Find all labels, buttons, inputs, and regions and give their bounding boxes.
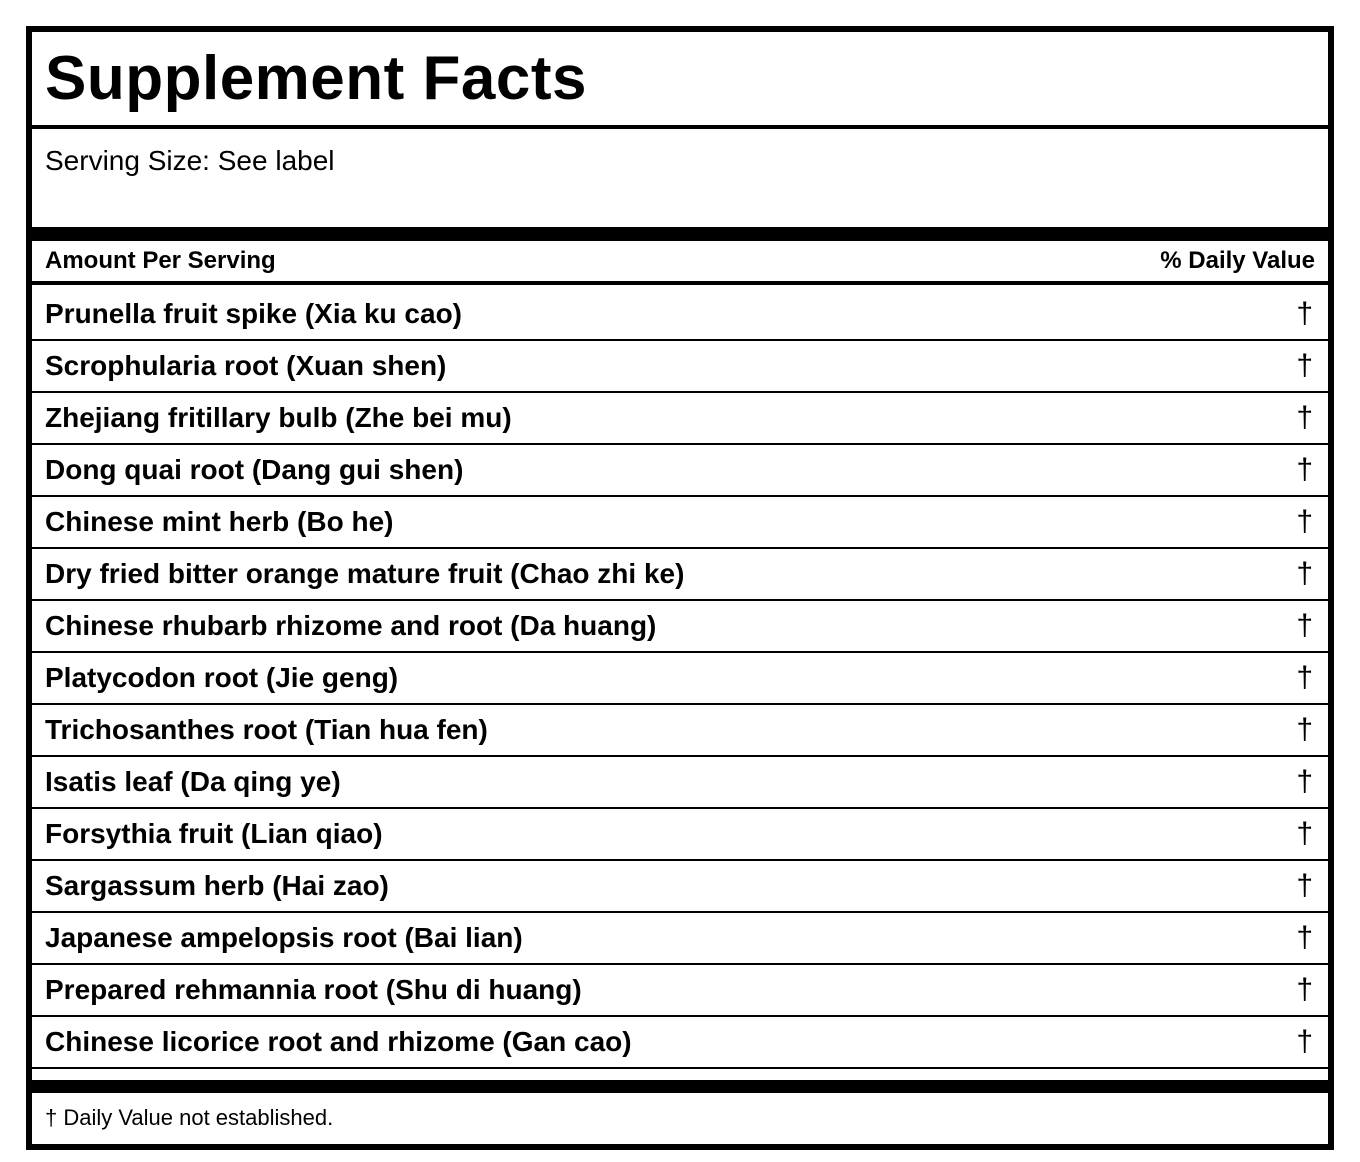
supplement-facts-panel (26, 26, 1334, 1150)
ingredient-name: Trichosanthes root (Tian hua fen) (45, 714, 488, 745)
table-row (32, 289, 1328, 341)
daily-value-dagger: † (1296, 817, 1313, 850)
serving-size-section (32, 129, 1328, 241)
ingredient-name: Forsythia fruit (Lian qiao) (45, 818, 383, 849)
page-title: Supplement Facts (45, 44, 587, 113)
daily-value-dagger: † (1296, 557, 1313, 590)
table-row (32, 497, 1328, 549)
table-row (32, 1017, 1328, 1069)
ingredient-name: Zhejiang fritillary bulb (Zhe bei mu) (45, 402, 512, 433)
daily-value-dagger: † (1296, 609, 1313, 642)
daily-value-dagger: † (1296, 713, 1313, 746)
ingredient-name: Scrophularia root (Xuan shen) (45, 350, 447, 381)
table-row (32, 809, 1328, 861)
ingredient-name: Dong quai root (Dang gui shen) (45, 454, 464, 485)
ingredient-list (32, 289, 1328, 1069)
ingredient-name: Prunella fruit spike (Xia ku cao) (45, 298, 463, 329)
ingredient-name: Dry fried bitter orange mature fruit (Chao zhi ke) (45, 558, 685, 589)
footnote: † Daily Value not established. (45, 1105, 334, 1130)
daily-value-dagger: † (1296, 765, 1313, 798)
daily-value-dagger: † (1296, 1025, 1313, 1058)
daily-value-dagger: † (1296, 401, 1313, 434)
table-row (32, 757, 1328, 809)
daily-value-dagger: † (1296, 349, 1313, 382)
ingredient-name: Chinese mint herb (Bo he) (45, 506, 394, 537)
table-row (32, 965, 1328, 1017)
table-row (32, 601, 1328, 653)
ingredient-name: Chinese licorice root and rhizome (Gan cao) (45, 1026, 632, 1057)
table-row (32, 445, 1328, 497)
daily-value-dagger: † (1296, 661, 1313, 694)
amount-per-serving-header: Amount Per Serving (45, 247, 276, 274)
table-row (32, 549, 1328, 601)
daily-value-dagger: † (1296, 505, 1313, 538)
table-header (32, 241, 1328, 285)
ingredient-name: Platycodon root (Jie geng) (45, 662, 399, 693)
table-row (32, 861, 1328, 913)
table-row (32, 341, 1328, 393)
daily-value-dagger: † (1296, 973, 1313, 1006)
daily-value-dagger: † (1296, 921, 1313, 954)
table-row (32, 913, 1328, 965)
ingredient-name: Japanese ampelopsis root (Bai lian) (45, 922, 523, 953)
serving-size-text: Serving Size: See label (45, 145, 335, 176)
daily-value-header: % Daily Value (1160, 247, 1315, 274)
table-row (32, 705, 1328, 757)
table-row (32, 393, 1328, 445)
daily-value-dagger: † (1296, 869, 1313, 902)
title-row (32, 32, 1328, 129)
ingredient-name: Chinese rhubarb rhizome and root (Da huang) (45, 610, 657, 641)
daily-value-dagger: † (1296, 453, 1313, 486)
ingredient-name: Isatis leaf (Da qing ye) (45, 766, 341, 797)
ingredient-name: Prepared rehmannia root (Shu di huang) (45, 974, 582, 1005)
ingredient-name: Sargassum herb (Hai zao) (45, 870, 389, 901)
bottom-divider (32, 1080, 1328, 1093)
daily-value-dagger: † (1296, 297, 1313, 330)
table-row (32, 653, 1328, 705)
